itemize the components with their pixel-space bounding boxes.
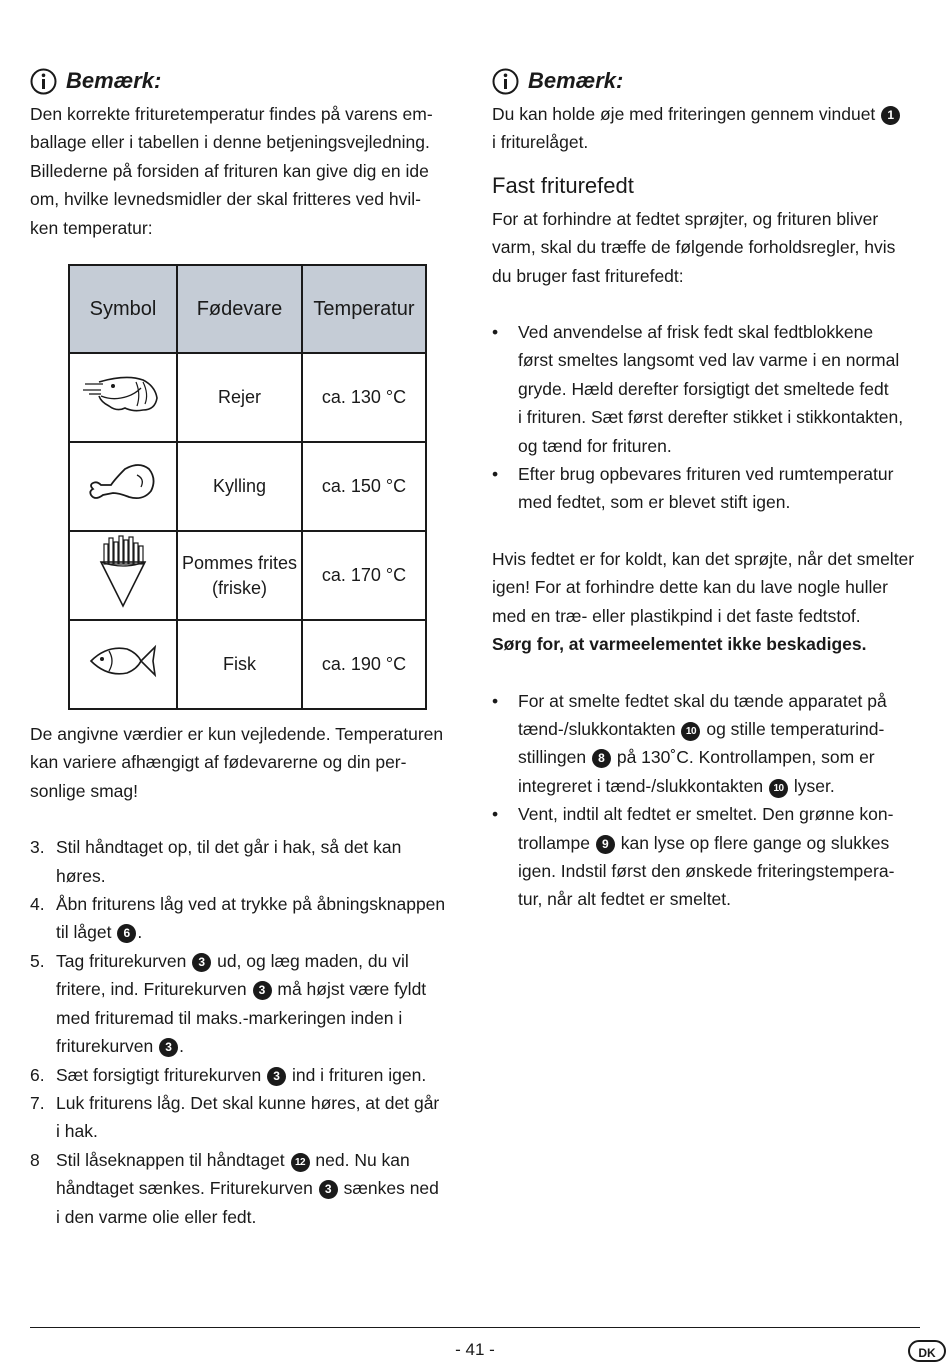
temp-cell: ca. 130 °C: [302, 353, 426, 442]
note-heading-right: [492, 64, 922, 98]
list-item: 6. Sæt forsigtigt friturekurven 3 ind i frituren igen.: [30, 1064, 427, 1085]
note-text-right: Du kan holde øje med friteringen gennem vinduet 1 i friturelåget.: [492, 100, 922, 157]
list-item: 3. Stil håndtaget op, til det går i hak, så det kan høres.: [30, 837, 402, 886]
temp-cell: ca. 190 °C: [302, 620, 426, 709]
temp-cell: ca. 170 °C: [302, 531, 426, 620]
ref-number: 10: [681, 722, 700, 741]
food-cell: Kylling: [177, 442, 302, 531]
list-item: 8 Stil låseknappen til håndtaget 12 ned. Nu kan håndtaget sænkes. Friturekurven 3 sænkes ned i den varme olie eller fedt.: [30, 1149, 439, 1227]
table-row: [69, 620, 426, 709]
disclaimer-text: De angivne værdier er kun vejledende. Temperaturen kan variere afhængigt af fødevarerne og din per- sonlige smag!: [30, 724, 444, 801]
table-row: [69, 531, 426, 620]
shrimp-icon: [81, 370, 165, 418]
fish-icon: [87, 641, 159, 681]
chicken-leg-icon: [85, 459, 161, 507]
food-cell: Pommes frites (friske): [177, 531, 302, 620]
symbol-cell: [69, 531, 177, 620]
info-icon: [30, 68, 57, 95]
list-item: 7. Luk friturens låg. Det skal kunne høres, at det går i hak.: [30, 1092, 440, 1142]
footer-rule: [30, 1327, 920, 1328]
language-badge: DK: [908, 1340, 946, 1362]
list-item: 4. Åbn friturens låg ved at trykke på åbningsknappen til låget 6 .: [30, 894, 446, 943]
symbol-cell: [69, 442, 177, 531]
intro-text: For at forhindre at fedtet sprøjter, og frituren bliver varm, skal du træffe de følgende forholdsregler, hvis du bruger fast friturefedt:: [492, 208, 896, 286]
info-icon: [492, 68, 519, 95]
note-title: Bemærk:: [528, 68, 624, 93]
temperature-table: [68, 264, 427, 710]
temp-cell: ca. 150 °C: [302, 442, 426, 531]
warning-bold: Sørg for, at varmeelementet ikke beskadiges.: [492, 634, 867, 655]
ref-number: 3: [253, 981, 272, 1000]
table-row: [69, 353, 426, 442]
ref-number: 9: [596, 835, 615, 854]
bullet-list-melt: [492, 687, 922, 914]
symbol-cell: [69, 620, 177, 709]
list-item: 5. Tag friturekurven 3 ud, og læg maden, du vil fritere, ind. Friturekurven 3 må højst være fyldt med frituremad til maks.-markeringen inden i friturekurven 3 .: [30, 950, 427, 1057]
ref-number: 8: [592, 749, 611, 768]
ref-number: 3: [319, 1180, 338, 1199]
table-row: [69, 442, 426, 531]
header-symbol: Symbol: [69, 265, 177, 353]
list-item: • Ved anvendelse af frisk fedt skal fedtblokkene først smeltes langsomt ved lav varme i en normal gryde. Hæld derefter forsigtigt det smeltede fedt i frituren. Sæt først derefter stikket i stikkontakten, og tænd for frituren.: [492, 322, 904, 456]
symbol-cell: [69, 353, 177, 442]
list-item: • For at smelte fedtet skal du tænde apparatet på tænd-/slukkontakten 10 og stille temperaturind- stillingen 8 på 130˚C. Kontrollampen, som er integreret i tænd-/slukkontakten 10 lyser.: [492, 690, 887, 796]
left-column: [30, 64, 460, 1231]
ref-number: 1: [881, 106, 900, 125]
ref-number: 10: [769, 779, 788, 798]
food-cell: Rejer: [177, 353, 302, 442]
warning-text: Hvis fedtet er for koldt, kan det sprøjte, når det smelter igen! For at forhindre dette kan du lave nogle huller med en træ- eller plastikpind i det faste fedtstof. Sørg for, at varmeelementet ikke beskadiges.: [492, 548, 915, 655]
ref-number: 3: [267, 1067, 286, 1086]
ref-number: 6: [117, 924, 136, 943]
bullet-list-fat: [492, 318, 922, 517]
note-text-left: Den korrekte frituretemperatur findes på varens em- ballage eller i tabellen i denne betjeningsvejledning. Billederne på forsiden af frituren kan give dig en ide om, hvilke levnedsmidler der skal fritteres ved hvil- ken temperatur:: [30, 104, 433, 238]
ref-number: 3: [159, 1038, 178, 1057]
section-heading: Fast friturefedt: [492, 172, 634, 198]
ref-number: 12: [291, 1153, 310, 1172]
header-food: Fødevare: [177, 265, 302, 353]
note-title: Bemærk:: [66, 68, 162, 93]
fries-icon: [95, 534, 151, 610]
list-item: • Vent, indtil alt fedtet er smeltet. Den grønne kon- trollampe 9 kan lyse op flere gange og slukkes igen. Indstil først den ønskede friteringstempera- tur, når alt fedtet er smeltet.: [492, 804, 895, 910]
food-cell: Fisk: [177, 620, 302, 709]
note-heading-left: [30, 64, 460, 98]
list-item: • Efter brug opbevares frituren ved rumtemperatur med fedtet, som er blevet stift igen.: [492, 464, 894, 513]
ref-number: 3: [192, 953, 211, 972]
table-header-row: [69, 265, 426, 353]
header-temperature: Temperatur: [302, 265, 426, 353]
page-number: - 41 -: [455, 1340, 495, 1359]
right-column: [492, 64, 922, 914]
steps-list: [30, 833, 460, 1231]
